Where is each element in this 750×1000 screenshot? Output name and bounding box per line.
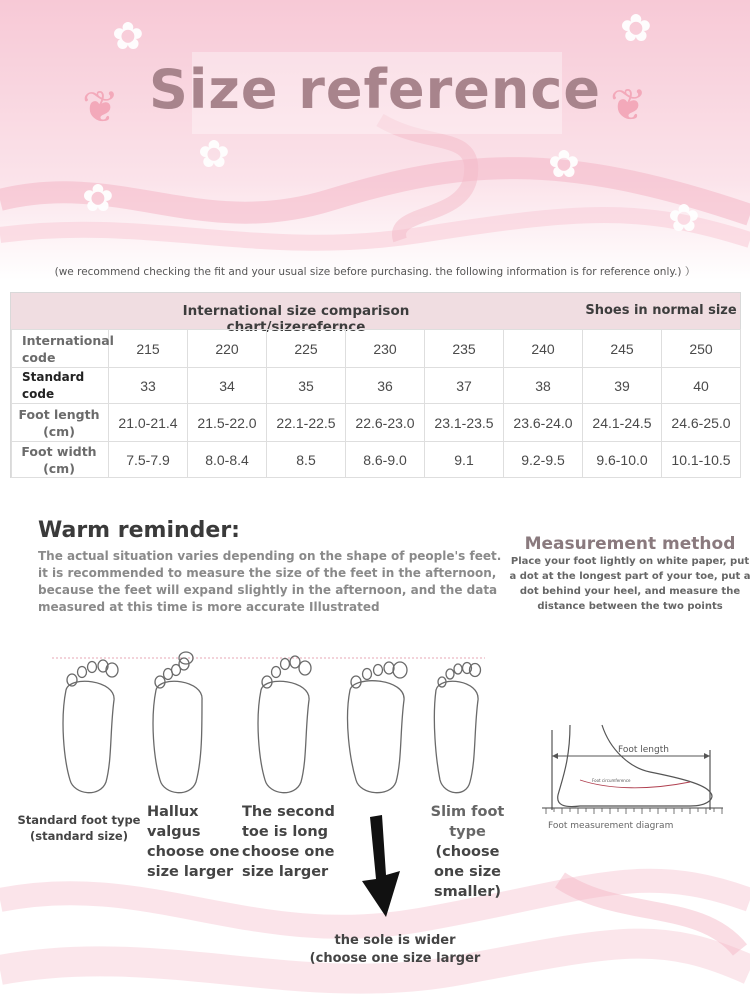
table-cell: 8.5 [267, 442, 346, 478]
table-cell: 23.1-23.5 [425, 404, 504, 442]
table-header-row [11, 293, 740, 335]
row-label: Standard code [12, 368, 109, 404]
table-cell: 10.1-10.5 [662, 442, 741, 478]
down-arrow-icon [356, 815, 406, 920]
table-cell: 245 [583, 330, 662, 368]
table-cell: 38 [504, 368, 583, 404]
hallux-label: Hallux valgus choose one size larger [147, 804, 240, 880]
table-heading-right: Shoes in normal size [585, 303, 737, 318]
table-cell: 220 [188, 330, 267, 368]
row-label: Foot length (cm) [12, 404, 109, 442]
table-cell: 230 [346, 330, 425, 368]
table-row [12, 368, 741, 404]
paw-icon: ✿ [82, 176, 114, 220]
table-cell: 39 [583, 368, 662, 404]
table-cell: 8.0-8.4 [188, 442, 267, 478]
table-cell: 8.6-9.0 [346, 442, 425, 478]
table-cell: 34 [188, 368, 267, 404]
foot-length-label: Foot length [618, 745, 669, 755]
bow-icon: ❦ [610, 80, 647, 131]
diagram-caption: Foot measurement diagram [548, 821, 674, 831]
table-cell: 40 [662, 368, 741, 404]
paw-icon: ✿ [548, 142, 580, 186]
row-label: International code [12, 330, 109, 368]
table-cell: 22.6-23.0 [346, 404, 425, 442]
row-label: Foot width (cm) [12, 442, 109, 478]
table-row [12, 442, 741, 478]
standard-foot-label: Standard foot type (standard size) [17, 813, 141, 843]
table-cell: 9.6-10.0 [583, 442, 662, 478]
table-cell: 215 [109, 330, 188, 368]
second-toe-label: The second toe is long choose one size larger [242, 804, 335, 880]
size-grid [11, 329, 741, 478]
warm-reminder-text: The actual situation varies depending on the shape of people's feet. it is recommended to measure the size of the feet in the afternoon, because the feet will expand slightly in the afternoon, and the data measured at this time is more accurate Illustrated [38, 549, 502, 614]
paw-icon: ✿ [620, 6, 652, 50]
table-cell: 7.5-7.9 [109, 442, 188, 478]
foot-circumference-label: Foot circumference [592, 778, 631, 783]
page-title: Size reference [149, 58, 601, 121]
table-cell: 23.6-24.0 [504, 404, 583, 442]
paw-icon: ✿ [668, 196, 700, 240]
foot-second-toe-icon [258, 656, 311, 793]
table-cell: 24.1-24.5 [583, 404, 662, 442]
table-cell: 250 [662, 330, 741, 368]
table-cell: 33 [109, 368, 188, 404]
table-cell: 21.0-21.4 [109, 404, 188, 442]
paw-icon: ✿ [112, 14, 144, 58]
foot-wide-icon [348, 662, 407, 793]
table-cell: 235 [425, 330, 504, 368]
measurement-title: Measurement method [524, 534, 736, 554]
table-cell: 21.5-22.0 [188, 404, 267, 442]
foot-slim-icon [434, 663, 480, 793]
table-cell: 240 [504, 330, 583, 368]
header-banner [0, 0, 750, 260]
table-cell: 35 [267, 368, 346, 404]
table-cell: 24.6-25.0 [662, 404, 741, 442]
measurement-text: Place your foot lightly on white paper, put a dot at the longest part of your toe, put a dot behind your heel, and measure the distance between the two points [509, 556, 750, 612]
slim-foot-label: Slim foot type (choose one size smaller) [430, 804, 505, 900]
warm-reminder-title: Warm reminder: [38, 518, 240, 543]
foot-hallux-icon [153, 652, 202, 793]
table-cell: 37 [425, 368, 504, 404]
table-cell: 225 [267, 330, 346, 368]
foot-measurement-diagram [540, 720, 725, 835]
table-heading: International size comparison chart/sizerefernce [182, 303, 410, 335]
paw-icon: ✿ [198, 132, 230, 176]
table-cell: 9.2-9.5 [504, 442, 583, 478]
bow-icon: ❦ [82, 82, 119, 133]
table-cell: 9.1 [425, 442, 504, 478]
table-row [12, 404, 741, 442]
table-row [12, 330, 741, 368]
size-chart-table [10, 292, 741, 478]
table-cell: 36 [346, 368, 425, 404]
foot-standard-icon [63, 660, 118, 793]
disclaimer-note: (we recommend checking the fit and your usual size before purchasing. the following information is for reference only.) ） [54, 266, 696, 278]
foot-types-illustration [50, 650, 490, 805]
wide-sole-label: the sole is wider (choose one size larger [309, 933, 481, 966]
table-cell: 22.1-22.5 [267, 404, 346, 442]
